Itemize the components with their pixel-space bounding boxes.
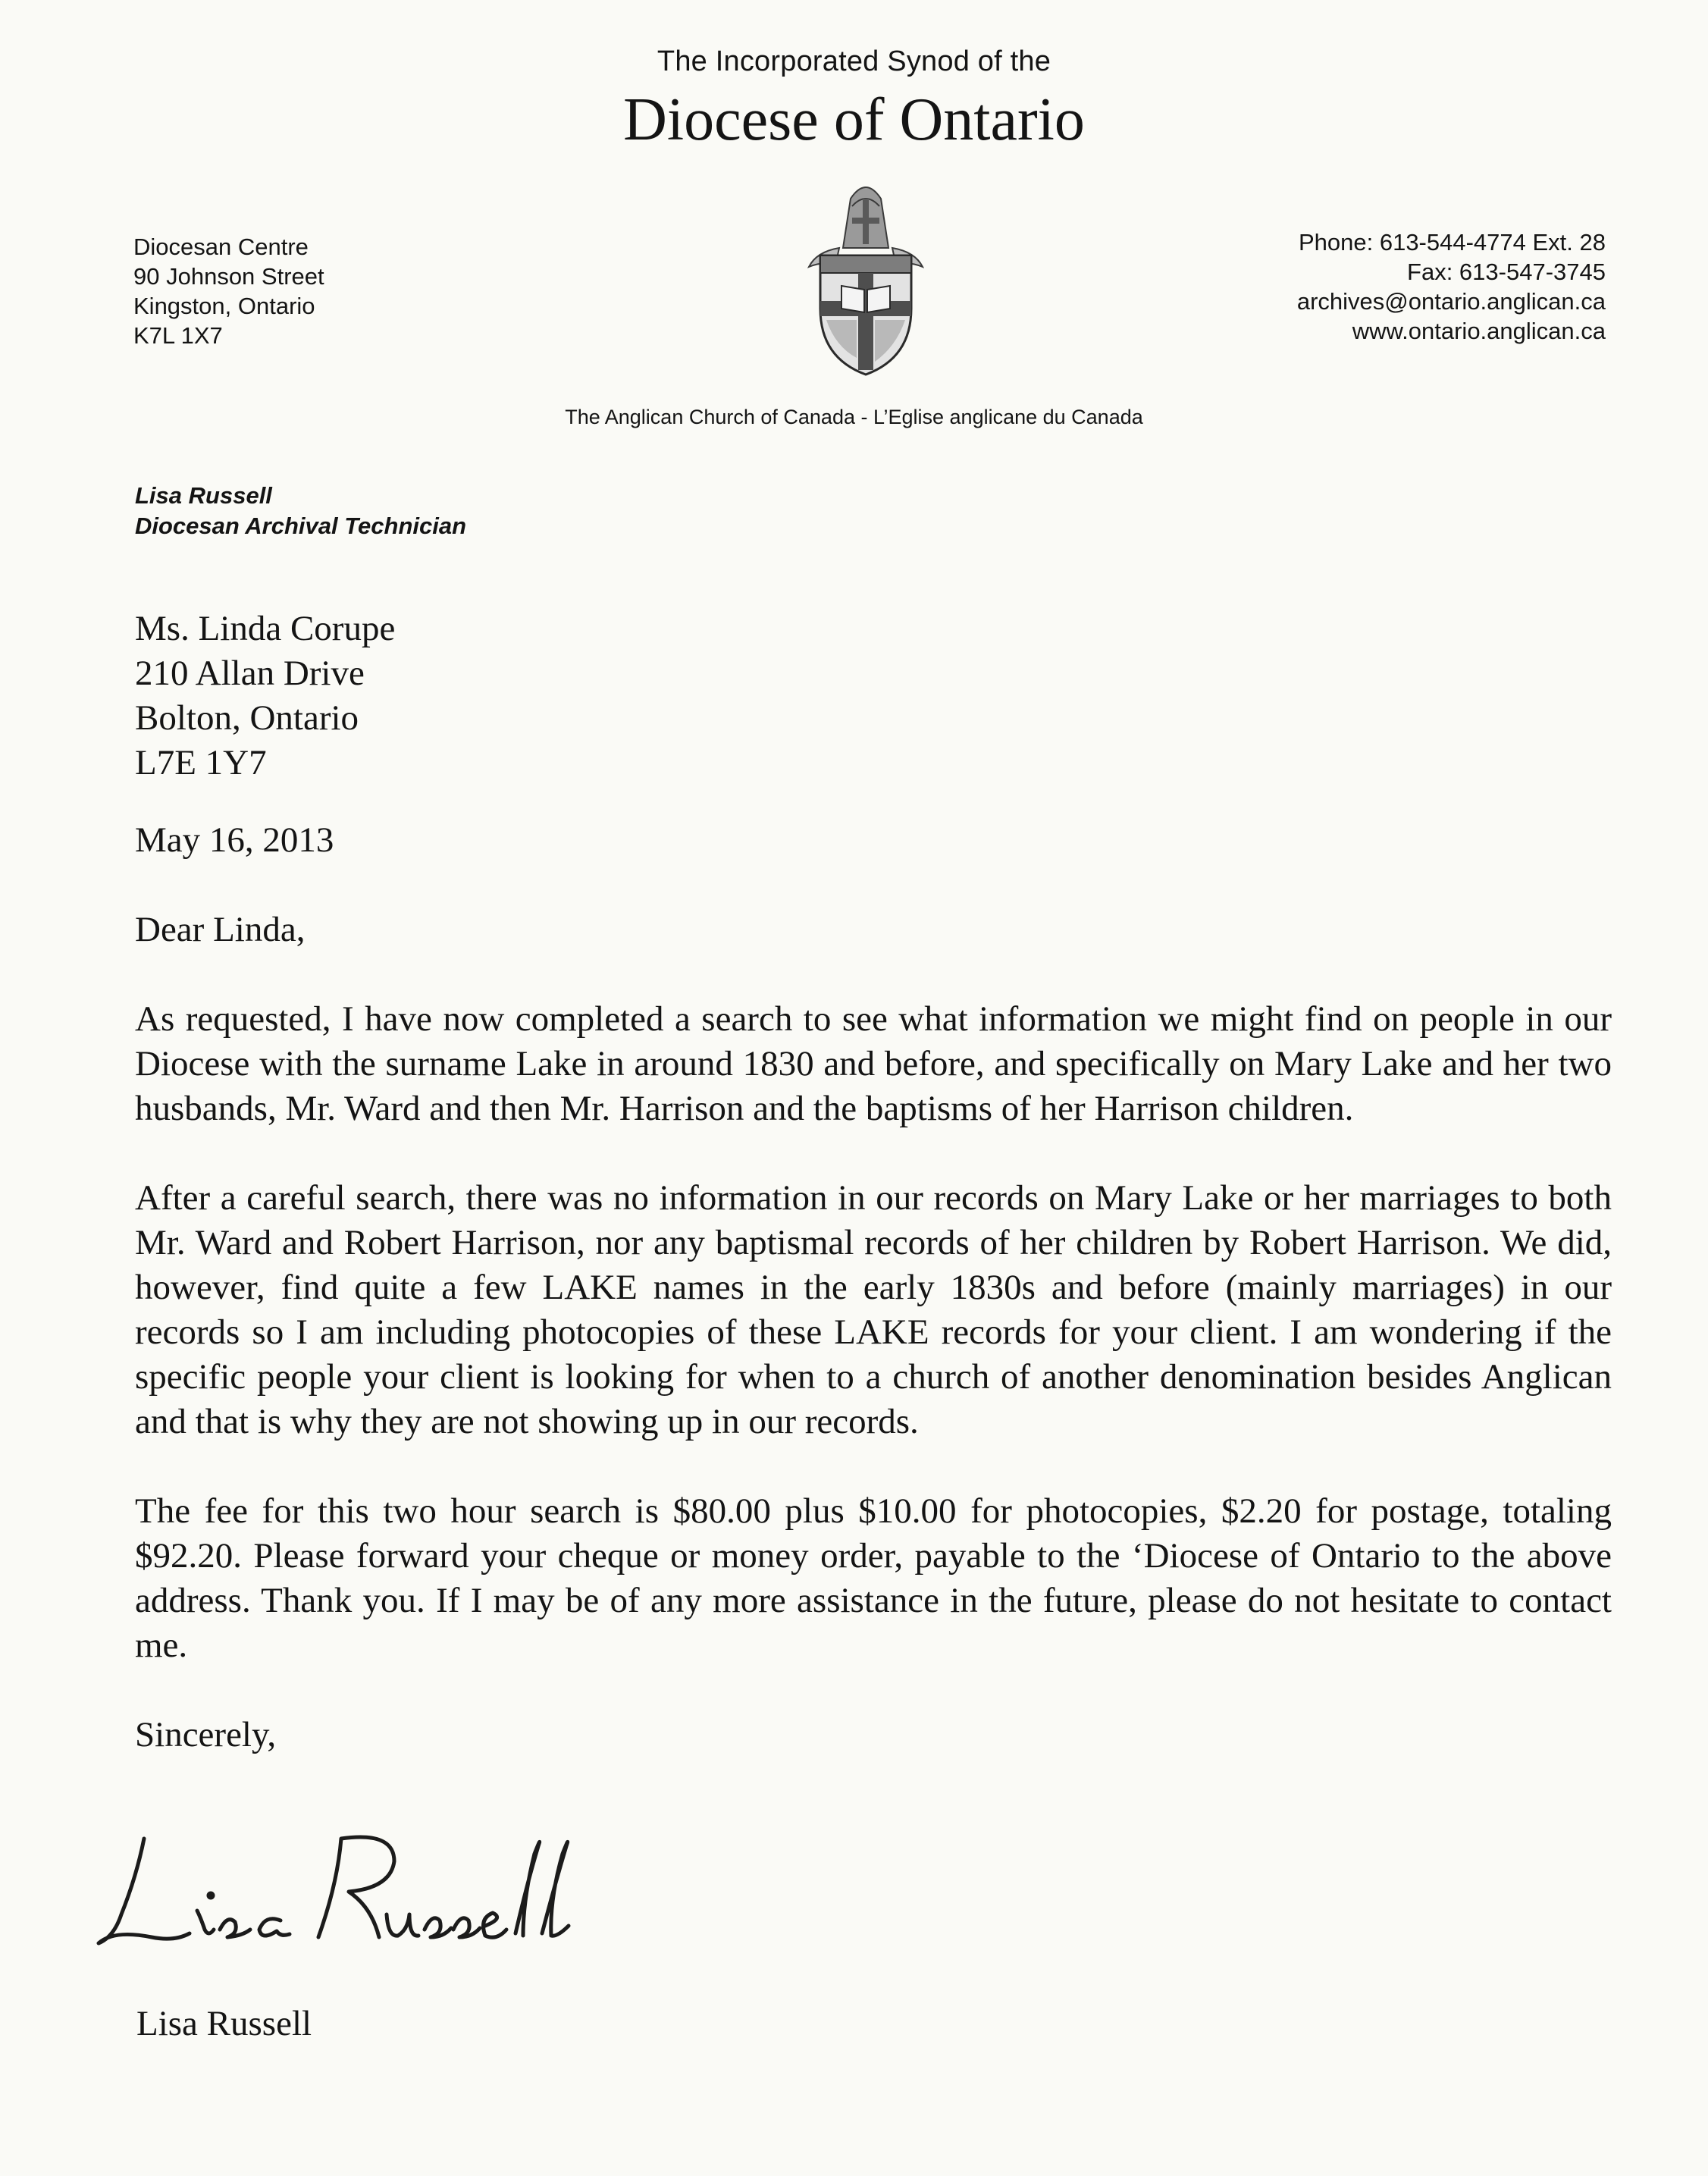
address-line: K7L 1X7 xyxy=(133,322,223,349)
church-line: The Anglican Church of Canada - L’Eglise anglicane du Canada xyxy=(565,406,1143,428)
address-line: Kingston, Ontario xyxy=(133,293,315,319)
paragraph: After a careful search, there was no information in our records on Mary Lake or her marriages to both Mr. Ward and Robert Harrison, nor any baptismal records of her children by Robert Harrison. We did, however, find quite a few LAKE names in the early 1830s and before (mainly marriages) in our records so I am including photocopies of these LAKE records for your client. I am wondering if the specific people your client is looking for when to a church of another denomination besides Anglican and that is why they are not showing up in our records. xyxy=(135,1178,1612,1441)
sender-name: Lisa Russell xyxy=(135,482,272,509)
email-address: archives@ontario.anglican.ca xyxy=(1296,288,1606,315)
recipient-line: 210 Allan Drive xyxy=(135,654,365,693)
diocesan-coat-of-arms-icon xyxy=(798,176,934,381)
paragraph: The fee for this two hour search is $80.00 plus $10.00 for photocopies, $2.20 for postage, totaling $92.20. Please forward your cheque or money order, payable to the ‘Diocese of Ontario to the above address. Thank you. If I may be of any more assistance in the future, please do not hesitate to contact me. xyxy=(135,1491,1612,1665)
fax-number: Fax: 613-547-3745 xyxy=(1407,259,1606,285)
letter-date: May 16, 2013 xyxy=(135,820,334,860)
phone-number: Phone: 613-544-4774 Ext. 28 xyxy=(1298,229,1606,256)
diocese-title: Diocese of Ontario xyxy=(623,86,1085,153)
address-line: 90 Johnson Street xyxy=(133,263,324,290)
letter-body xyxy=(135,607,1612,1757)
website-url: www.ontario.anglican.ca xyxy=(1352,318,1606,344)
recipient-line: Bolton, Ontario xyxy=(135,698,359,738)
paragraph: As requested, I have now completed a search to see what information we might find on people in our Diocese with the surname Lake in around 1830 and before, and specifically on Mary Lake and her two husbands, Mr. Ward and then Mr. Harrison and the baptisms of her Harrison children. xyxy=(135,999,1612,1128)
recipient-line: L7E 1Y7 xyxy=(135,743,267,782)
synod-line: The Incorporated Synod of the xyxy=(657,45,1051,77)
recipient-address xyxy=(135,607,1612,785)
closing: Sincerely, xyxy=(135,1715,277,1754)
diocesan-address xyxy=(133,232,324,350)
salutation: Dear Linda, xyxy=(135,910,306,949)
signed-name: Lisa Russell xyxy=(136,2004,312,2043)
sender-title: Diocesan Archival Technician xyxy=(135,513,467,539)
address-line: Diocesan Centre xyxy=(133,234,309,260)
contact-info xyxy=(1297,227,1606,346)
sender-block xyxy=(135,481,466,541)
handwritten-signature xyxy=(91,1823,591,1956)
recipient-line: Ms. Linda Corupe xyxy=(135,609,396,648)
